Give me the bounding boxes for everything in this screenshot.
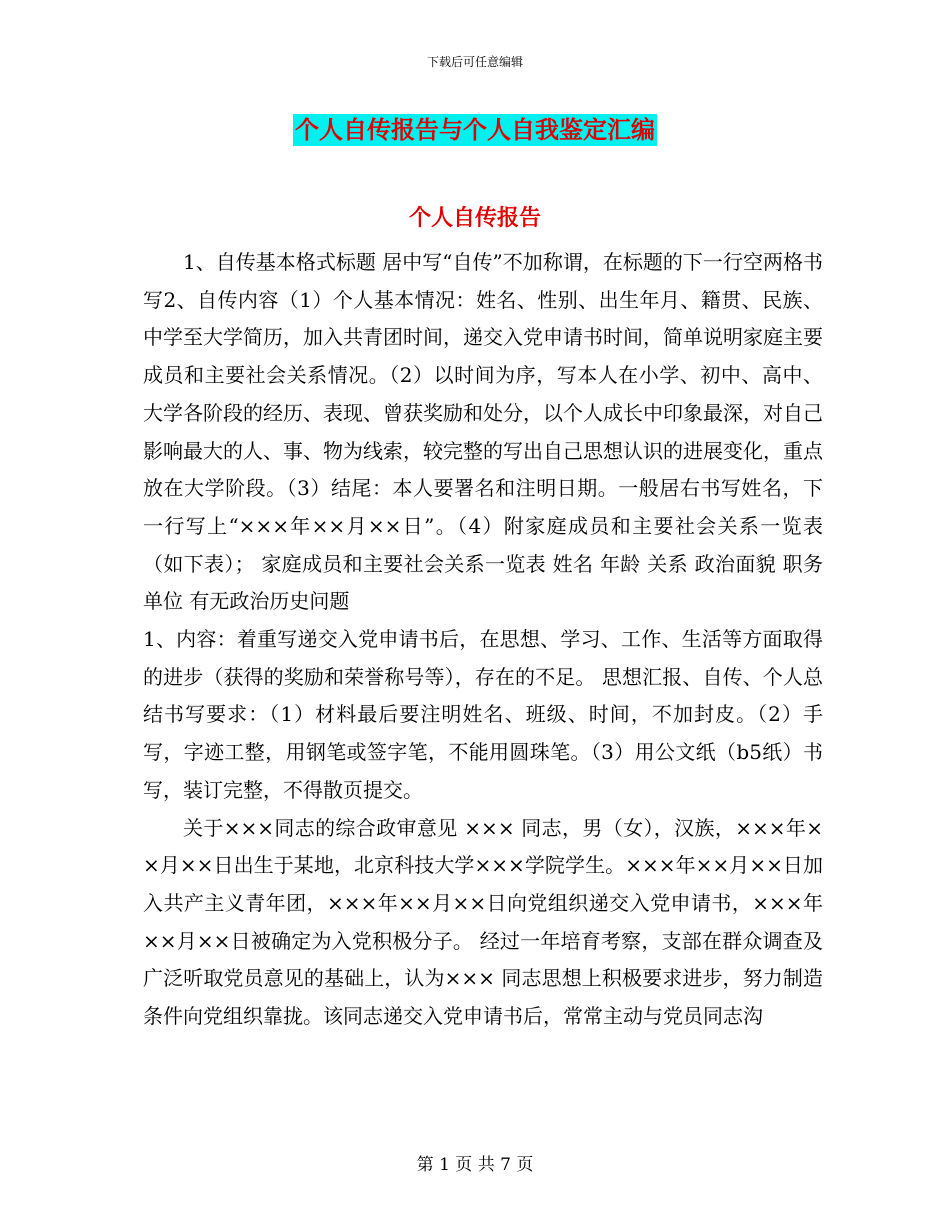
main-title-container xyxy=(0,114,950,146)
document-body xyxy=(143,244,823,1036)
page-number: 第 1 页 共 7 页 xyxy=(416,1155,534,1175)
section-title: 个人自传报告 xyxy=(408,205,541,231)
document-title: 个人自传报告与个人自我鉴定汇编 xyxy=(295,115,655,144)
header-note: 下载后可任意编辑 xyxy=(426,55,523,69)
paragraph-content-requirements: 1、内容：着重写递交入党申请书后，在思想、学习、工作、生活等方面取得的进步（获得的奖励和荣誉称号等），存在的不足。 思想汇报、自传、个人总结书写要求：（1）材料最后要注明姓名、班级、时间，不加封皮。（2）手写，字迹工整，用钢笔或签字笔，不能用圆珠笔。（3）用公文纸（b5纸）书写，装订完整，不得散页提交。 xyxy=(143,627,823,802)
paragraph-political-review: 关于×××同志的综合政审意见 ××× 同志，男（女），汉族，×××年××月××日出生于某地，北京科技大学×××学院学生。×××年××月××日加入共产主义青年团，×××年××月××日向党组织递交入党申请书，×××年××月××日被确定为入党积极分子。 经过一年培育考察，支部在群众调查及广泛听取党员意见的基础上，认为××× 同志思想上积极要求进步，努力制造条件向党组织靠拢。该同志递交入党申请书后，常常主动与党员同志沟 xyxy=(143,815,823,1029)
paragraph-autobiography-format: 1、自传基本格式标题 居中写“自传”不加称谓，在标题的下一行空两格书写2、自传内容（1）个人基本情况：姓名、性别、出生年月、籍贯、民族、中学至大学简历，加入共青团时间，递交入党申请书时间，简单说明家庭主要成员和主要社会关系情况。（2）以时间为序，写本人在小学、初中、高中、大学各阶段的经历、表现、曾获奖励和处分，以个人成长中印象最深，对自己影响最大的人、事、物为线索，较完整的写出自己思想认识的进展变化，重点放在大学阶段。（3）结尾：本人要署名和注明日期。一般居右书写姓名，下一行写上“×××年××月××日”。（4）附家庭成员和主要社会关系一览表（如下表）； 家庭成员和主要社会关系一览表 姓名 年龄 关系 政治面貌 职务 单位 有无政治历史问题 xyxy=(143,250,823,614)
